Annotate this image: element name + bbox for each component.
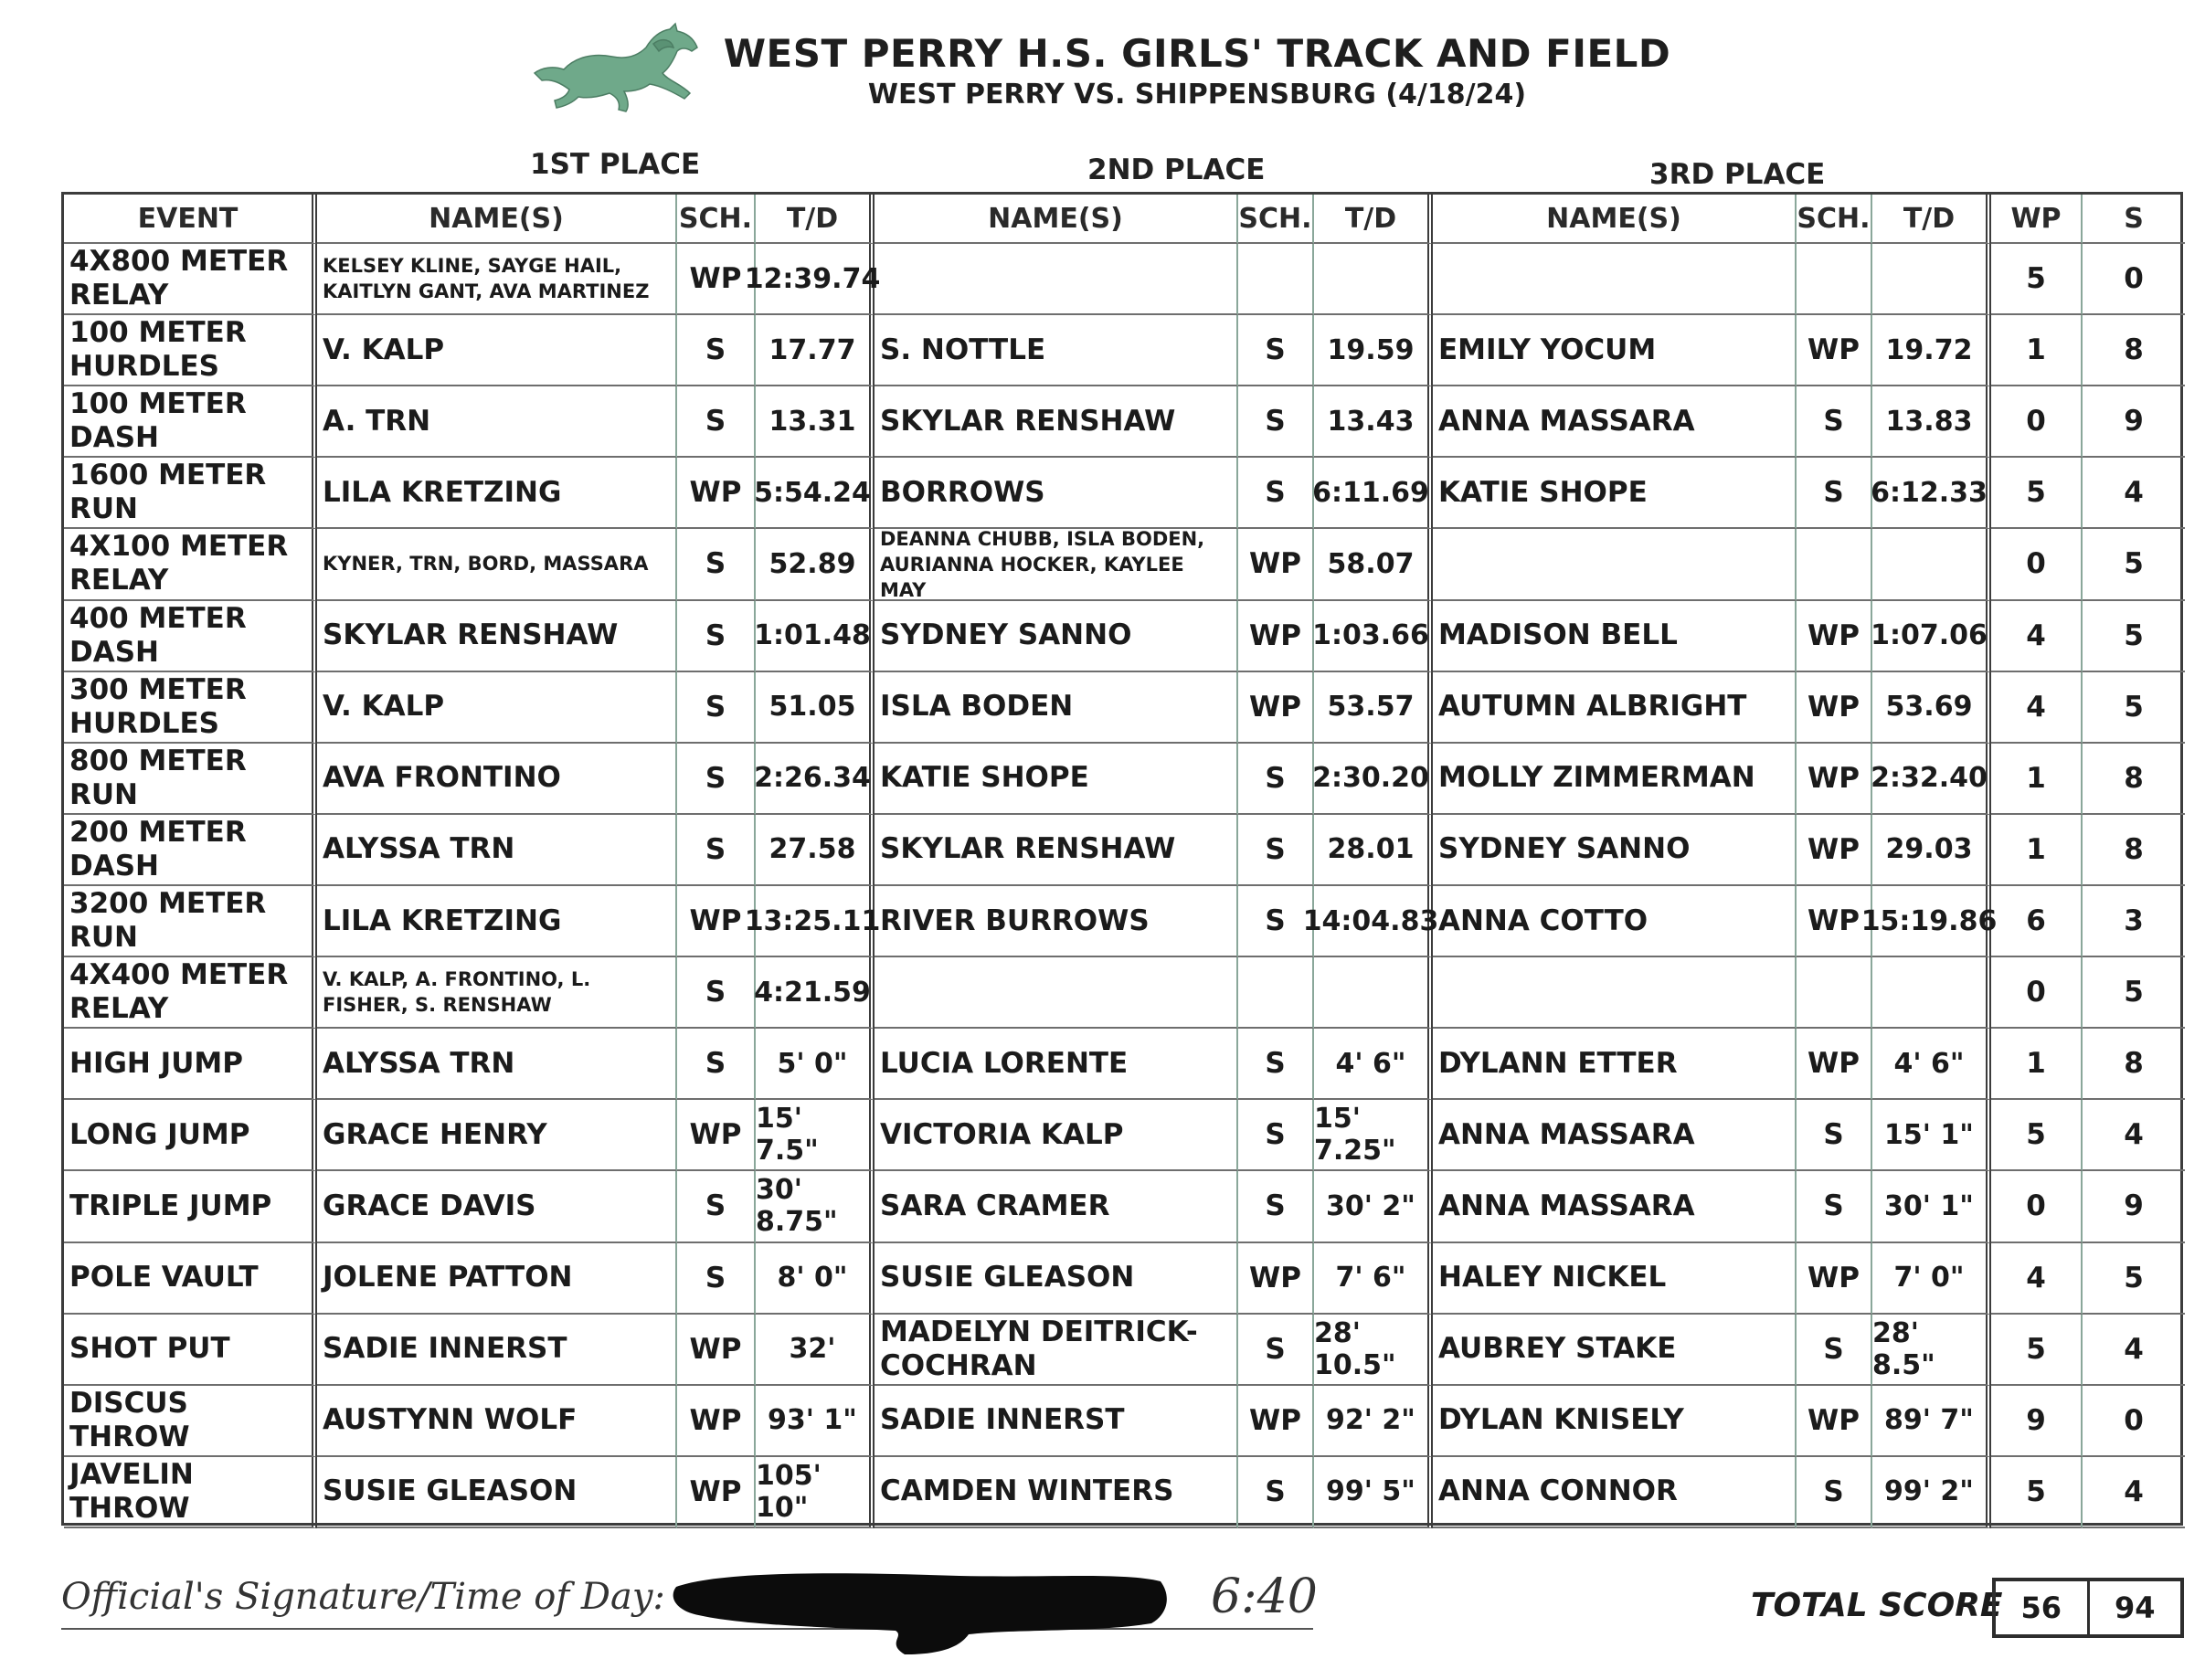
third-place-school: WP: [1797, 672, 1872, 744]
third-place-mark: 28' 8.5": [1872, 1315, 1991, 1386]
third-place-mark: 4' 6": [1872, 1029, 1991, 1100]
first-place-mark: 15' 7.5": [756, 1100, 875, 1171]
wp-event-score: 0: [1991, 1171, 2083, 1242]
first-place-mark: 52.89: [756, 529, 875, 600]
second-names-column-header: NAME(S): [875, 195, 1238, 244]
second-place-names: KATIE SHOPE: [875, 744, 1238, 815]
third-place-mark: 30' 1": [1872, 1171, 1991, 1242]
first-place-school: S: [677, 315, 756, 386]
event-name: 300 METER HURDLES: [64, 672, 317, 744]
third-place-school: WP: [1797, 1386, 1872, 1457]
first-place-mark: 2:26.34: [756, 744, 875, 815]
third-names-column-header: NAME(S): [1433, 195, 1797, 244]
second-place-names: S. NOTTLE: [875, 315, 1238, 386]
first-place-school: S: [677, 386, 756, 458]
first-place-names: ALYSSA TRN: [317, 815, 677, 886]
first-place-names: ALYSSA TRN: [317, 1029, 677, 1100]
second-place-mark: 1:03.66: [1314, 601, 1433, 672]
third-place-school: WP: [1797, 744, 1872, 815]
third-place-mark: 15' 1": [1872, 1100, 1991, 1171]
s-event-score: 9: [2083, 386, 2185, 458]
third-place-mark: 15:19.86: [1872, 886, 1991, 957]
second-place-mark: 2:30.20: [1314, 744, 1433, 815]
second-place-names: ISLA BODEN: [875, 672, 1238, 744]
first-place-names: V. KALP: [317, 672, 677, 744]
first-place-mark: 5' 0": [756, 1029, 875, 1100]
first-place-school: WP: [677, 244, 756, 315]
second-place-school: WP: [1238, 1243, 1314, 1315]
third-place-names: AUTUMN ALBRIGHT: [1433, 672, 1797, 744]
second-place-school: S: [1238, 886, 1314, 957]
event-name: POLE VAULT: [64, 1243, 317, 1315]
second-place-mark: 6:11.69: [1314, 458, 1433, 529]
total-score-wp: 56: [1996, 1581, 2090, 1634]
wp-event-score: 5: [1991, 1315, 2083, 1386]
first-place-mark: 5:54.24: [756, 458, 875, 529]
s-event-score: 4: [2083, 1100, 2185, 1171]
second-place-names: SKYLAR RENSHAW: [875, 815, 1238, 886]
first-place-mark: 8' 0": [756, 1243, 875, 1315]
event-name: SHOT PUT: [64, 1315, 317, 1386]
first-place-school: WP: [677, 1457, 756, 1528]
first-place-mark: 32': [756, 1315, 875, 1386]
second-place-mark: [1314, 957, 1433, 1029]
third-place-school: WP: [1797, 1243, 1872, 1315]
event-name: 1600 METER RUN: [64, 458, 317, 529]
second-place-mark: 14:04.83: [1314, 886, 1433, 957]
first-place-names: LILA KRETZING: [317, 886, 677, 957]
third-place-school: S: [1797, 386, 1872, 458]
wp-event-score: 4: [1991, 672, 2083, 744]
first-place-school: S: [677, 957, 756, 1029]
second-place-school: [1238, 244, 1314, 315]
third-place-mark: 99' 2": [1872, 1457, 1991, 1528]
first-place-school: S: [677, 1029, 756, 1100]
s-event-score: 8: [2083, 815, 2185, 886]
redacted-signature: [667, 1559, 1179, 1660]
first-place-names: V. KALP: [317, 315, 677, 386]
third-place-mark: 53.69: [1872, 672, 1991, 744]
total-score-s: 94: [2114, 1590, 2156, 1625]
s-event-score: 5: [2083, 1243, 2185, 1315]
first-place-school: WP: [677, 1100, 756, 1171]
second-place-mark: 13.43: [1314, 386, 1433, 458]
signature-label: Official's Signature/Time of Day:: [61, 1576, 665, 1618]
total-score-label: TOTAL SCORE: [1751, 1587, 2003, 1624]
s-event-score: 0: [2083, 1386, 2185, 1457]
second-place-names: MADELYN DEITRICK-COCHRAN: [875, 1315, 1238, 1386]
s-event-score: 4: [2083, 458, 2185, 529]
wp-event-score: 0: [1991, 386, 2083, 458]
second-place-school: WP: [1238, 672, 1314, 744]
second-place-names: [875, 244, 1238, 315]
third-place-school: S: [1797, 458, 1872, 529]
third-place-names: ANNA MASSARA: [1433, 1100, 1797, 1171]
first-place-names: SADIE INNERST: [317, 1315, 677, 1386]
event-name: HIGH JUMP: [64, 1029, 317, 1100]
event-name: 4X400 METER RELAY: [64, 957, 317, 1029]
third-place-mark: 1:07.06: [1872, 601, 1991, 672]
third-place-names: KATIE SHOPE: [1433, 458, 1797, 529]
wp-event-score: 1: [1991, 744, 2083, 815]
third-place-names: ANNA CONNOR: [1433, 1457, 1797, 1528]
first-place-names: A. TRN: [317, 386, 677, 458]
signature-time: 6:40: [1211, 1569, 1318, 1624]
third-place-school: S: [1797, 1100, 1872, 1171]
s-event-score: 8: [2083, 1029, 2185, 1100]
third-place-names: SYDNEY SANNO: [1433, 815, 1797, 886]
s-event-score: 5: [2083, 529, 2185, 600]
second-place-names: SKYLAR RENSHAW: [875, 386, 1238, 458]
third-place-mark: 29.03: [1872, 815, 1991, 886]
third-place-school: WP: [1797, 315, 1872, 386]
wp-event-score: 4: [1991, 601, 2083, 672]
s-event-score: 8: [2083, 315, 2185, 386]
second-place-mark: [1314, 244, 1433, 315]
first-school-column-header: SCH.: [677, 195, 756, 244]
third-place-school: [1797, 529, 1872, 600]
third-place-names: ANNA MASSARA: [1433, 1171, 1797, 1242]
second-place-school: S: [1238, 386, 1314, 458]
third-place-names: ANNA MASSARA: [1433, 386, 1797, 458]
first-place-school: S: [677, 672, 756, 744]
first-place-school: WP: [677, 1315, 756, 1386]
third-place-mark: 6:12.33: [1872, 458, 1991, 529]
first-place-names: KYNER, TRN, BORD, MASSARA: [317, 529, 677, 600]
second-place-names: DEANNA CHUBB, ISLA BODEN, AURIANNA HOCKER, KAYLEE MAY: [875, 529, 1238, 600]
event-name: 100 METER HURDLES: [64, 315, 317, 386]
third-place-school: S: [1797, 1171, 1872, 1242]
wp-event-score: 5: [1991, 458, 2083, 529]
s-event-score: 3: [2083, 886, 2185, 957]
event-name: DISCUS THROW: [64, 1386, 317, 1457]
event-name: 100 METER DASH: [64, 386, 317, 458]
event-name: LONG JUMP: [64, 1100, 317, 1171]
second-place-school: S: [1238, 744, 1314, 815]
wp-event-score: 5: [1991, 1457, 2083, 1528]
third-place-names: EMILY YOCUM: [1433, 315, 1797, 386]
first-place-names: SKYLAR RENSHAW: [317, 601, 677, 672]
first-place-mark: 1:01.48: [756, 601, 875, 672]
s-event-score: 4: [2083, 1315, 2185, 1386]
second-place-names: VICTORIA KALP: [875, 1100, 1238, 1171]
wp-event-score: 0: [1991, 957, 2083, 1029]
event-name: 3200 METER RUN: [64, 886, 317, 957]
results-table: [61, 192, 2183, 1526]
second-place-mark: 53.57: [1314, 672, 1433, 744]
third-place-school: WP: [1797, 1029, 1872, 1100]
third-place-school: WP: [1797, 815, 1872, 886]
second-place-names: SYDNEY SANNO: [875, 601, 1238, 672]
first-place-names: GRACE DAVIS: [317, 1171, 677, 1242]
wp-event-score: 5: [1991, 1100, 2083, 1171]
second-place-mark: 7' 6": [1314, 1243, 1433, 1315]
third-place-school: [1797, 244, 1872, 315]
second-place-school: S: [1238, 1315, 1314, 1386]
first-place-mark: 4:21.59: [756, 957, 875, 1029]
second-place-names: SADIE INNERST: [875, 1386, 1238, 1457]
third-place-mark: 13.83: [1872, 386, 1991, 458]
event-name: 400 METER DASH: [64, 601, 317, 672]
first-place-names: SUSIE GLEASON: [317, 1457, 677, 1528]
first-place-names: LILA KRETZING: [317, 458, 677, 529]
second-place-names: LUCIA LORENTE: [875, 1029, 1238, 1100]
first-place-names: GRACE HENRY: [317, 1100, 677, 1171]
second-school-column-header: SCH.: [1238, 195, 1314, 244]
s-score-column-header: S: [2083, 195, 2185, 244]
second-place-school: WP: [1238, 1386, 1314, 1457]
first-place-names: KELSEY KLINE, SAYGE HAIL, KAITLYN GANT, AVA MARTINEZ: [317, 244, 677, 315]
event-column-header: EVENT: [64, 195, 317, 244]
first-place-mark: 12:39.74: [756, 244, 875, 315]
second-place-school: S: [1238, 1457, 1314, 1528]
second-place-school: WP: [1238, 601, 1314, 672]
second-place-names: SUSIE GLEASON: [875, 1243, 1238, 1315]
event-name: 4X100 METER RELAY: [64, 529, 317, 600]
third-place-school: WP: [1797, 601, 1872, 672]
event-name: JAVELIN THROW: [64, 1457, 317, 1528]
second-place-school: S: [1238, 1100, 1314, 1171]
s-event-score: 8: [2083, 744, 2185, 815]
first-place-mark: 13:25.11: [756, 886, 875, 957]
third-place-mark: [1872, 957, 1991, 1029]
third-place-names: [1433, 957, 1797, 1029]
third-place-school: S: [1797, 1457, 1872, 1528]
third-place-names: ANNA COTTO: [1433, 886, 1797, 957]
first-place-names: AVA FRONTINO: [317, 744, 677, 815]
third-school-column-header: SCH.: [1797, 195, 1872, 244]
first-place-names: AUSTYNN WOLF: [317, 1386, 677, 1457]
first-place-school: WP: [677, 1386, 756, 1457]
second-place-mark: 99' 5": [1314, 1457, 1433, 1528]
event-name: 800 METER RUN: [64, 744, 317, 815]
wp-event-score: 1: [1991, 315, 2083, 386]
third-place-label: 3RD PLACE: [1649, 158, 1826, 191]
first-place-school: WP: [677, 458, 756, 529]
third-place-mark: [1872, 529, 1991, 600]
first-place-school: S: [677, 529, 756, 600]
page-title: WEST PERRY H.S. GIRLS' TRACK AND FIELD: [723, 31, 1671, 76]
s-event-score: 4: [2083, 1457, 2185, 1528]
total-score-box: [1992, 1578, 2184, 1638]
event-name: TRIPLE JUMP: [64, 1171, 317, 1242]
wp-event-score: 0: [1991, 529, 2083, 600]
third-place-names: [1433, 529, 1797, 600]
s-event-score: 5: [2083, 601, 2185, 672]
s-event-score: 9: [2083, 1171, 2185, 1242]
third-place-mark: 89' 7": [1872, 1386, 1991, 1457]
first-place-names: JOLENE PATTON: [317, 1243, 677, 1315]
second-place-school: S: [1238, 315, 1314, 386]
second-place-school: WP: [1238, 529, 1314, 600]
first-place-school: S: [677, 601, 756, 672]
second-place-mark: 92' 2": [1314, 1386, 1433, 1457]
event-name: 4X800 METER RELAY: [64, 244, 317, 315]
first-place-school: S: [677, 815, 756, 886]
first-place-school: WP: [677, 886, 756, 957]
second-place-school: S: [1238, 1029, 1314, 1100]
first-place-mark: 27.58: [756, 815, 875, 886]
second-place-mark: 28.01: [1314, 815, 1433, 886]
s-event-score: 0: [2083, 244, 2185, 315]
first-place-mark: 51.05: [756, 672, 875, 744]
third-place-names: MOLLY ZIMMERMAN: [1433, 744, 1797, 815]
first-place-school: S: [677, 744, 756, 815]
page-subtitle: WEST PERRY VS. SHIPPENSBURG (4/18/24): [867, 79, 1527, 111]
second-place-mark: 58.07: [1314, 529, 1433, 600]
third-place-mark: 7' 0": [1872, 1243, 1991, 1315]
third-place-names: DYLANN ETTER: [1433, 1029, 1797, 1100]
second-place-mark: 30' 2": [1314, 1171, 1433, 1242]
first-place-mark: 30' 8.75": [756, 1171, 875, 1242]
second-place-mark: 19.59: [1314, 315, 1433, 386]
wp-event-score: 5: [1991, 244, 2083, 315]
second-place-school: [1238, 957, 1314, 1029]
second-mark-column-header: T/D: [1314, 195, 1433, 244]
first-mark-column-header: T/D: [756, 195, 875, 244]
second-place-names: [875, 957, 1238, 1029]
first-place-label: 1ST PLACE: [530, 148, 701, 181]
third-place-names: HALEY NICKEL: [1433, 1243, 1797, 1315]
second-place-mark: 4' 6": [1314, 1029, 1433, 1100]
s-event-score: 5: [2083, 957, 2185, 1029]
galloping-horse-icon: [525, 20, 704, 116]
first-place-mark: 93' 1": [756, 1386, 875, 1457]
third-mark-column-header: T/D: [1872, 195, 1991, 244]
third-place-names: [1433, 244, 1797, 315]
s-event-score: 5: [2083, 672, 2185, 744]
second-place-label: 2ND PLACE: [1087, 153, 1266, 186]
wp-event-score: 1: [1991, 815, 2083, 886]
first-place-mark: 105' 10": [756, 1457, 875, 1528]
first-place-names: V. KALP, A. FRONTINO, L. FISHER, S. RENSHAW: [317, 957, 677, 1029]
second-place-names: CAMDEN WINTERS: [875, 1457, 1238, 1528]
wp-event-score: 1: [1991, 1029, 2083, 1100]
first-place-school: S: [677, 1171, 756, 1242]
third-place-names: DYLAN KNISELY: [1433, 1386, 1797, 1457]
third-place-mark: 19.72: [1872, 315, 1991, 386]
wp-event-score: 6: [1991, 886, 2083, 957]
second-place-names: BORROWS: [875, 458, 1238, 529]
first-place-mark: 13.31: [756, 386, 875, 458]
third-place-names: AUBREY STAKE: [1433, 1315, 1797, 1386]
second-place-mark: 15' 7.25": [1314, 1100, 1433, 1171]
first-names-column-header: NAME(S): [317, 195, 677, 244]
second-place-school: S: [1238, 458, 1314, 529]
event-name: 200 METER DASH: [64, 815, 317, 886]
third-place-mark: 2:32.40: [1872, 744, 1991, 815]
third-place-mark: [1872, 244, 1991, 315]
second-place-mark: 28' 10.5": [1314, 1315, 1433, 1386]
second-place-school: S: [1238, 1171, 1314, 1242]
third-place-school: [1797, 957, 1872, 1029]
third-place-school: WP: [1797, 886, 1872, 957]
wp-event-score: 9: [1991, 1386, 2083, 1457]
third-place-school: S: [1797, 1315, 1872, 1386]
wp-score-column-header: WP: [1991, 195, 2083, 244]
second-place-names: RIVER BURROWS: [875, 886, 1238, 957]
third-place-names: MADISON BELL: [1433, 601, 1797, 672]
second-place-names: SARA CRAMER: [875, 1171, 1238, 1242]
wp-event-score: 4: [1991, 1243, 2083, 1315]
first-place-school: S: [677, 1243, 756, 1315]
second-place-school: S: [1238, 815, 1314, 886]
first-place-mark: 17.77: [756, 315, 875, 386]
